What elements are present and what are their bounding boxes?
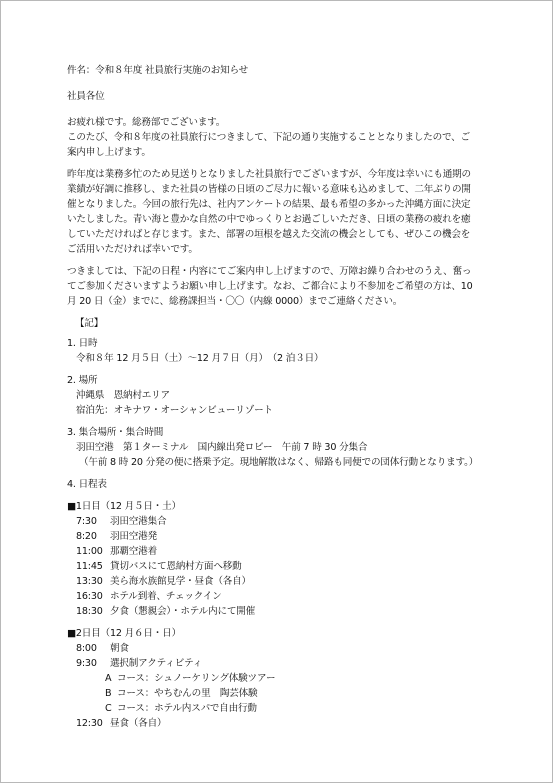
schedule-item: [67, 589, 497, 604]
section-note: （午前 8 時 20 分発の便に搭乗予定。現地解散はなく、帰路も同便での団体行動となります。）: [79, 457, 479, 468]
schedule-item: [67, 514, 497, 529]
schedule-item: [67, 529, 497, 544]
schedule-time: 18:30: [76, 606, 103, 617]
document-body: [67, 63, 497, 731]
course-item: [67, 686, 497, 701]
schedule-item: [67, 574, 497, 589]
section-datetime: [67, 336, 497, 366]
schedule-item: [67, 656, 497, 671]
schedule-text: 朝食: [110, 643, 129, 654]
schedule-text: 昼食（各自）: [110, 718, 167, 729]
schedule-text: 夕食（懇親会）・ホテル内にて開催: [110, 606, 256, 617]
subject-line: 件名：令和８年度 社員旅行実施のお知らせ: [67, 65, 249, 76]
schedule-time: 11:00: [76, 546, 103, 557]
paragraph-line: いたしました。青い海と豊かな自然の中でゆっくりとお過ごしいただき、日頃の業務の疲れを癒: [67, 214, 471, 225]
schedule-text: 選択制アクティビティ: [110, 658, 203, 669]
paragraph-line: つきましては、下記の日程・内容にてご案内申し上げますので、万障お繰り合わせのうえ、奮っ: [67, 266, 472, 277]
paragraph-line: 月 20 日（金）までに、総務課担当・〇〇（内線 0000）までご連絡ください。: [67, 296, 403, 307]
schedule-time: 16:30: [76, 591, 103, 602]
greeting-paragraph: [67, 115, 497, 160]
section-place: [67, 373, 497, 418]
day-heading: ■1日目（12 月５日・土）: [67, 501, 181, 512]
schedule-text: 貸切バスにて恩納村方面へ移動: [110, 561, 242, 572]
section-heading: 2. 場所: [67, 375, 98, 386]
schedule-time: 8:20: [76, 531, 97, 542]
schedule-item: [67, 716, 497, 731]
section-heading: 4. 日程表: [67, 479, 107, 490]
section-heading: 3. 集合場所・集合時間: [67, 427, 164, 438]
schedule-item: [67, 559, 497, 574]
schedule-text: ホテル到着、チェックイン: [110, 591, 222, 602]
addressee: 社員各位: [67, 91, 105, 102]
section-line: 令和８年 12 月５日（土）～12 月７日（月） （2 泊３日）: [76, 353, 324, 364]
paragraph-line: てご参加くださいますようお願い申し上げます。なお、ご都合により不参加をご希望の方は、10: [67, 281, 473, 292]
schedule-text: 羽田空港集合: [110, 516, 167, 527]
schedule-item: [67, 544, 497, 559]
ki-heading: 【記】: [75, 318, 104, 329]
paragraph-line: 昨年度は業務多忙のため見送りとなりました社員旅行でございますが、今年度は幸いにも通期の: [67, 169, 471, 180]
course-code: C: [105, 703, 112, 714]
paragraph-line: 催となりました。今回の旅行先は、社内アンケートの結果、最も希望の多かった沖縄方面に決定: [67, 199, 471, 210]
course-code: A: [105, 673, 112, 684]
day2-schedule: [67, 626, 497, 731]
paragraph-line: 業績が好調に推移し、また社員の皆様の日頃のご尽力に報いる意味も込めまして、二年ぶりの開: [67, 184, 471, 195]
section-line: 宿泊先：オキナワ・オーシャンビューリゾート: [76, 405, 273, 416]
schedule-text: 那覇空港着: [110, 546, 157, 557]
course-text: コース：やちむんの里 陶芸体験: [117, 688, 258, 699]
schedule-text: 羽田空港発: [110, 531, 157, 542]
day-heading: ■2日目（12 月６日・日）: [67, 628, 181, 639]
schedule-time: 13:30: [76, 576, 103, 587]
section-line: 羽田空港 第１ターミナル 国内線出発ロビー 午前 7 時 30 分集合: [76, 442, 368, 453]
greeting-line: このたび、令和８年度の社員旅行につきまして、下記の通り実施することとなりましたので、ご: [67, 132, 470, 143]
paragraph-line: していただければと存じます。また、部署の垣根を越えた交流の機会としても、ぜひこの機会を: [67, 229, 471, 240]
intro-paragraph: [67, 167, 497, 257]
course-item: [67, 701, 497, 716]
course-text: コース：シュノーケリング体験ツアー: [117, 673, 276, 684]
schedule-time: 9:30: [76, 658, 97, 669]
request-paragraph: [67, 264, 497, 309]
schedule-time: 12:30: [76, 718, 103, 729]
schedule-item: [67, 604, 497, 619]
course-code: B: [105, 688, 112, 699]
course-text: コース：ホテル内スパで自由行動: [117, 703, 257, 714]
schedule-time: 11:45: [76, 561, 103, 572]
section-heading: 1. 日時: [67, 338, 98, 349]
greeting-line: 案内申し上げます。: [67, 147, 151, 158]
day1-schedule: [67, 499, 497, 619]
section-line: 沖縄県 恩納村エリア: [76, 390, 170, 401]
schedule-time: 7:30: [76, 516, 97, 527]
schedule-item: [67, 641, 497, 656]
schedule-time: 8:00: [76, 643, 97, 654]
section-meeting: [67, 425, 497, 470]
greeting-line: お疲れ様です。総務部でございます。: [67, 117, 226, 128]
paragraph-line: ご活用いただければ幸いです。: [67, 244, 198, 255]
schedule-text: 美ら海水族館見学・昼食（各自）: [110, 576, 251, 587]
course-item: [67, 671, 497, 686]
